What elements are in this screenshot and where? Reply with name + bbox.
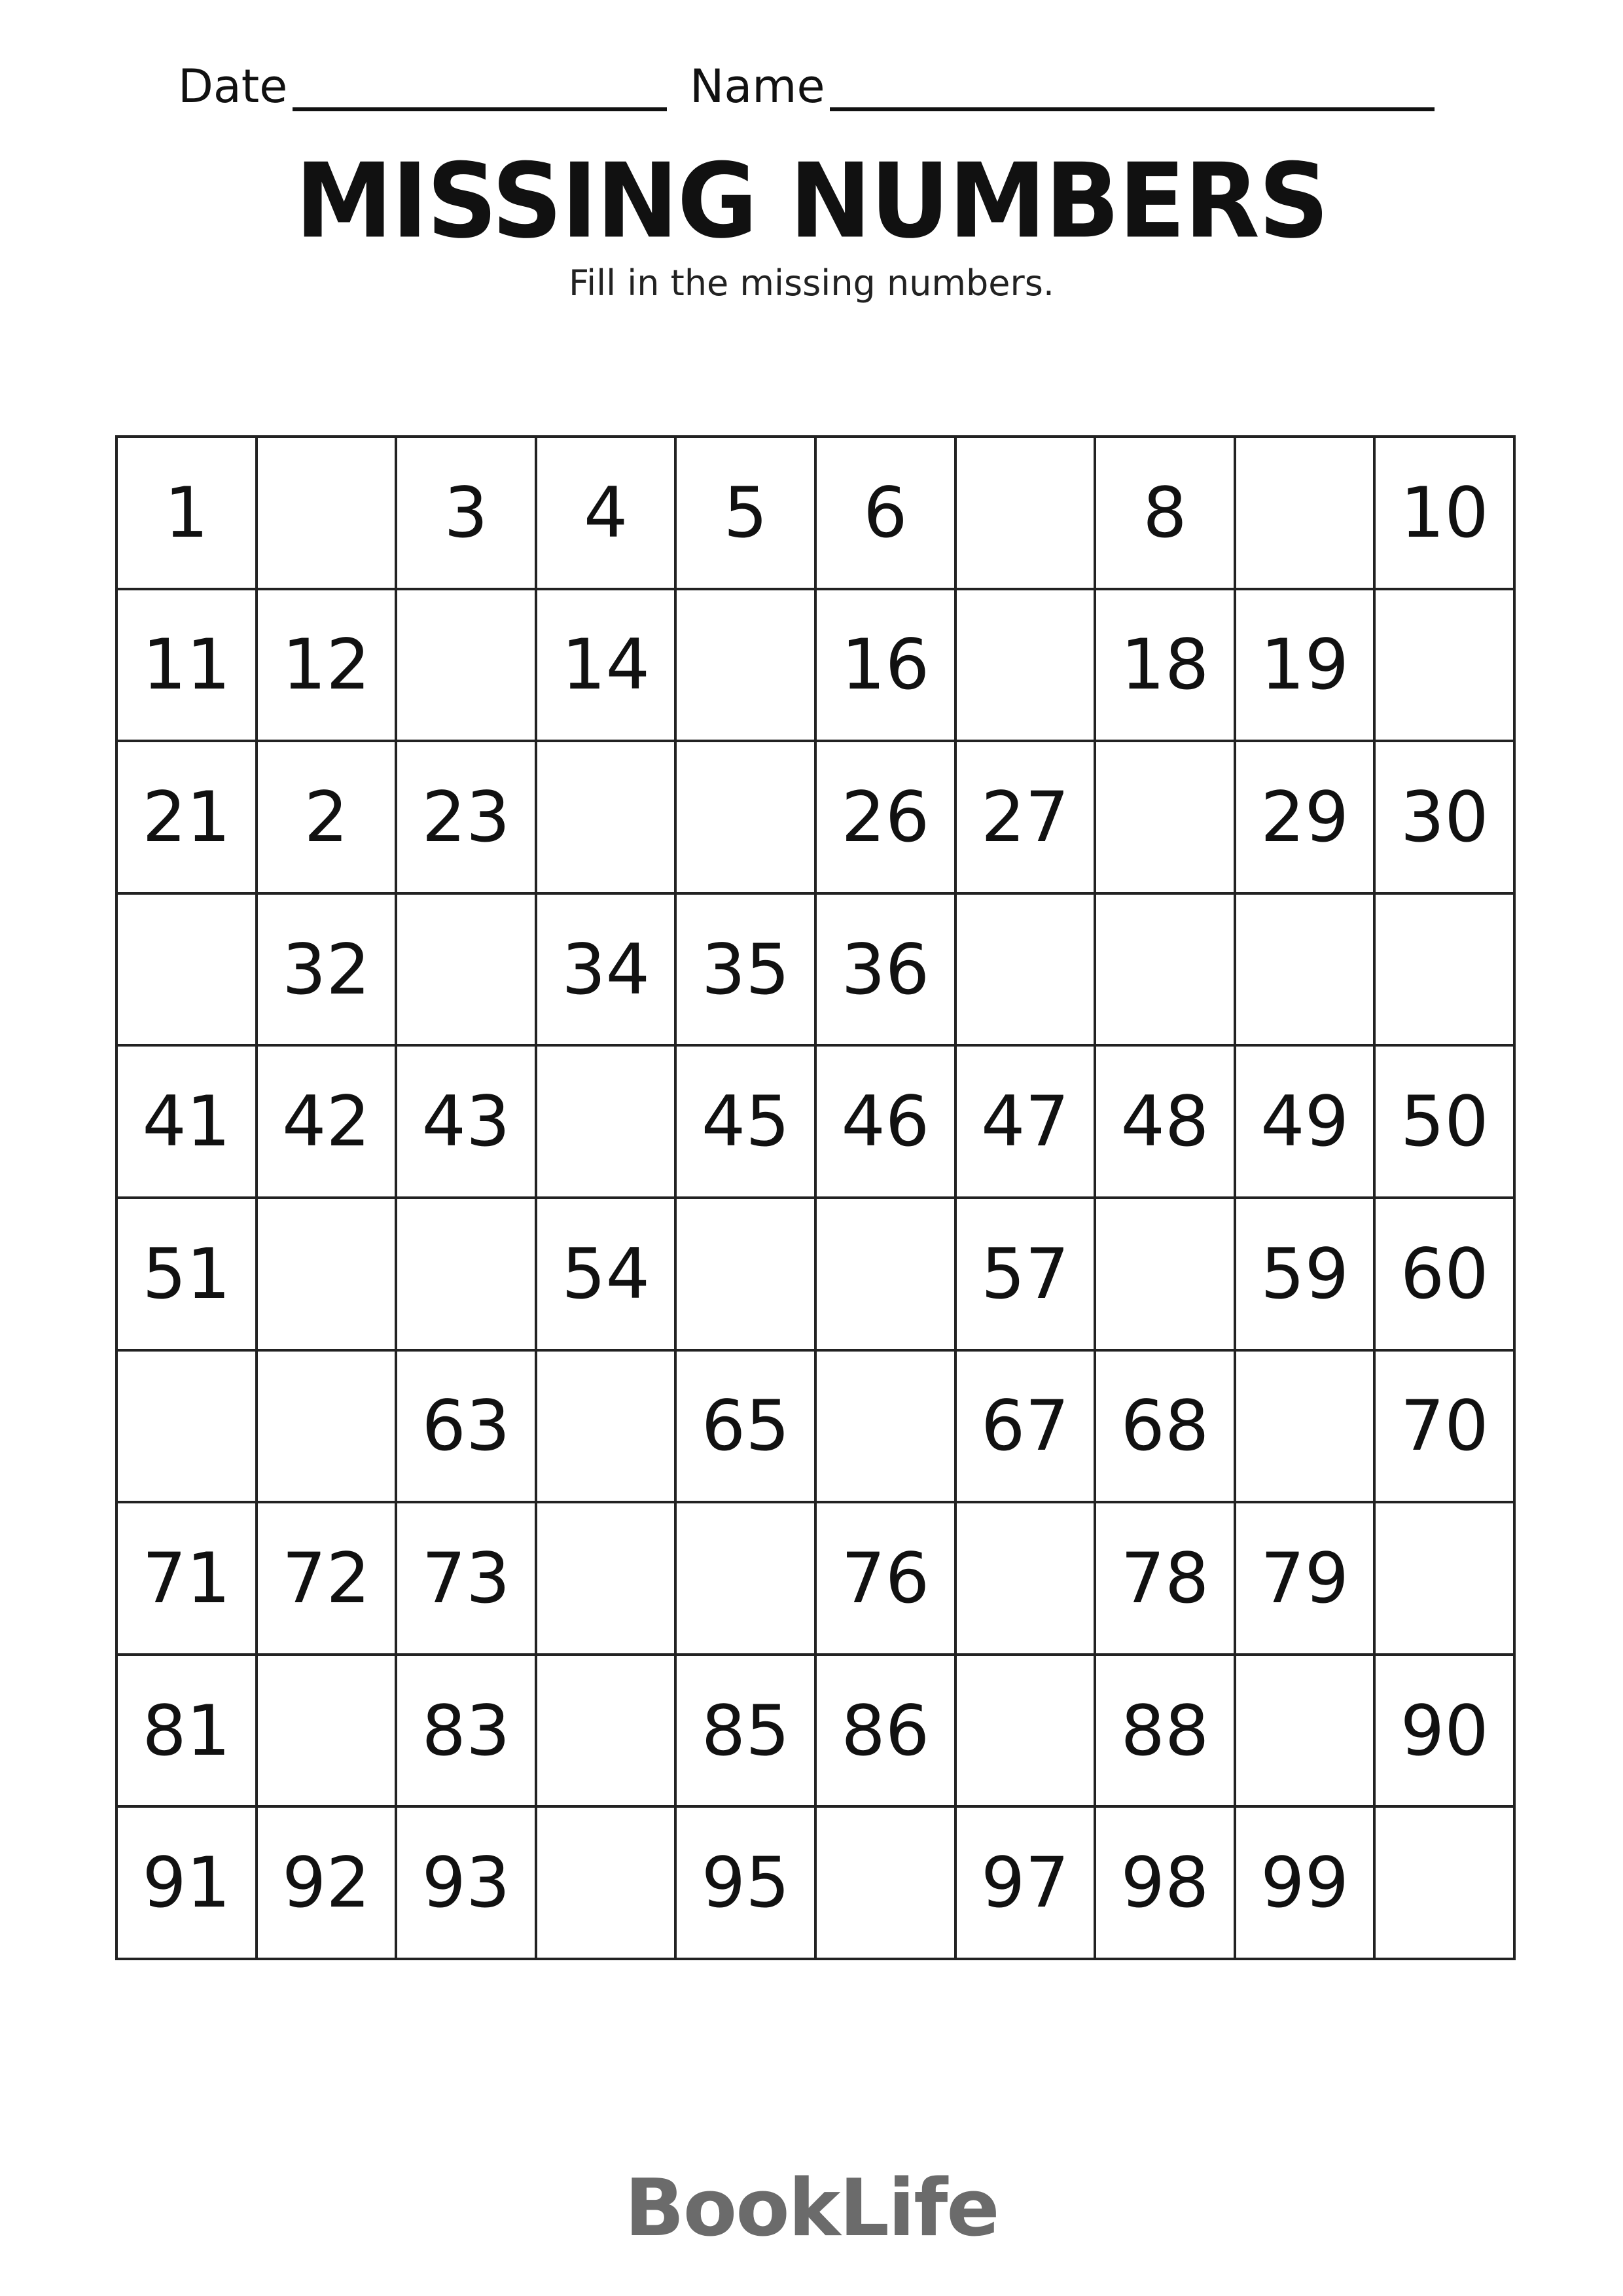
page-title: MISSING NUMBERS	[294, 141, 1329, 262]
empty-grid-cell[interactable]	[118, 895, 258, 1047]
grid-cell: 67	[957, 1352, 1097, 1504]
empty-grid-cell[interactable]	[397, 1199, 537, 1352]
grid-cell: 54	[537, 1199, 677, 1352]
empty-grid-cell[interactable]	[1376, 590, 1516, 743]
empty-grid-cell[interactable]	[537, 1503, 677, 1656]
grid-cell: 98	[1096, 1808, 1236, 1960]
grid-cell: 19	[1236, 590, 1376, 743]
grid-cell: 71	[118, 1503, 258, 1656]
grid-cell: 8	[1096, 438, 1236, 590]
name-field-line[interactable]	[830, 107, 1435, 111]
grid-cell: 47	[957, 1047, 1097, 1199]
empty-grid-cell[interactable]	[957, 895, 1097, 1047]
grid-cell: 16	[817, 590, 957, 743]
grid-cell: 4	[537, 438, 677, 590]
grid-cell: 10	[1376, 438, 1516, 590]
grid-cell: 99	[1236, 1808, 1376, 1960]
grid-cell: 27	[957, 742, 1097, 895]
grid-cell: 51	[118, 1199, 258, 1352]
grid-cell: 23	[397, 742, 537, 895]
empty-grid-cell[interactable]	[957, 1503, 1097, 1656]
date-field-line[interactable]	[293, 107, 667, 111]
header-fields	[178, 54, 1435, 119]
grid-cell: 70	[1376, 1352, 1516, 1504]
grid-cell: 85	[677, 1656, 817, 1808]
empty-grid-cell[interactable]	[397, 590, 537, 743]
empty-grid-cell[interactable]	[1096, 742, 1236, 895]
grid-cell: 57	[957, 1199, 1097, 1352]
empty-grid-cell[interactable]	[537, 742, 677, 895]
grid-cell: 45	[677, 1047, 817, 1199]
empty-grid-cell[interactable]	[817, 1352, 957, 1504]
empty-grid-cell[interactable]	[1376, 1808, 1516, 1960]
grid-cell: 68	[1096, 1352, 1236, 1504]
empty-grid-cell[interactable]	[258, 438, 398, 590]
hundred-chart-grid	[115, 435, 1516, 1960]
grid-cell: 73	[397, 1503, 537, 1656]
empty-grid-cell[interactable]	[118, 1352, 258, 1504]
grid-cell: 32	[258, 895, 398, 1047]
empty-grid-cell[interactable]	[537, 1656, 677, 1808]
grid-cell: 90	[1376, 1656, 1516, 1808]
empty-grid-cell[interactable]	[258, 1656, 398, 1808]
empty-grid-cell[interactable]	[817, 1199, 957, 1352]
grid-cell: 63	[397, 1352, 537, 1504]
empty-grid-cell[interactable]	[1376, 895, 1516, 1047]
empty-grid-cell[interactable]	[817, 1808, 957, 1960]
empty-grid-cell[interactable]	[1236, 438, 1376, 590]
name-label: Name	[690, 60, 825, 113]
empty-grid-cell[interactable]	[1236, 895, 1376, 1047]
grid-cell: 6	[817, 438, 957, 590]
grid-cell: 26	[817, 742, 957, 895]
empty-grid-cell[interactable]	[677, 590, 817, 743]
grid-cell: 35	[677, 895, 817, 1047]
grid-cell: 14	[537, 590, 677, 743]
grid-cell: 72	[258, 1503, 398, 1656]
grid-cell: 29	[1236, 742, 1376, 895]
grid-cell: 5	[677, 438, 817, 590]
grid-cell: 88	[1096, 1656, 1236, 1808]
empty-grid-cell[interactable]	[1096, 895, 1236, 1047]
grid-cell: 83	[397, 1656, 537, 1808]
empty-grid-cell[interactable]	[677, 742, 817, 895]
empty-grid-cell[interactable]	[537, 1047, 677, 1199]
grid-cell: 34	[537, 895, 677, 1047]
empty-grid-cell[interactable]	[397, 895, 537, 1047]
grid-cell: 41	[118, 1047, 258, 1199]
grid-cell: 50	[1376, 1047, 1516, 1199]
grid-cell: 2	[258, 742, 398, 895]
empty-grid-cell[interactable]	[957, 438, 1097, 590]
grid-cell: 78	[1096, 1503, 1236, 1656]
grid-cell: 49	[1236, 1047, 1376, 1199]
grid-cell: 18	[1096, 590, 1236, 743]
date-label: Date	[178, 60, 288, 113]
grid-cell: 3	[397, 438, 537, 590]
grid-cell: 95	[677, 1808, 817, 1960]
empty-grid-cell[interactable]	[1236, 1352, 1376, 1504]
grid-cell: 81	[118, 1656, 258, 1808]
grid-cell: 60	[1376, 1199, 1516, 1352]
grid-cell: 86	[817, 1656, 957, 1808]
grid-cell: 59	[1236, 1199, 1376, 1352]
empty-grid-cell[interactable]	[957, 590, 1097, 743]
grid-cell: 79	[1236, 1503, 1376, 1656]
grid-cell: 21	[118, 742, 258, 895]
grid-cell: 91	[118, 1808, 258, 1960]
grid-cell: 92	[258, 1808, 398, 1960]
grid-cell: 11	[118, 590, 258, 743]
grid-cell: 36	[817, 895, 957, 1047]
empty-grid-cell[interactable]	[1236, 1656, 1376, 1808]
empty-grid-cell[interactable]	[1096, 1199, 1236, 1352]
empty-grid-cell[interactable]	[957, 1656, 1097, 1808]
empty-grid-cell[interactable]	[1376, 1503, 1516, 1656]
grid-cell: 48	[1096, 1047, 1236, 1199]
grid-cell: 46	[817, 1047, 957, 1199]
booklife-logo: BookLife	[624, 2163, 999, 2254]
empty-grid-cell[interactable]	[537, 1352, 677, 1504]
grid-cell: 1	[118, 438, 258, 590]
empty-grid-cell[interactable]	[258, 1352, 398, 1504]
grid-cell: 65	[677, 1352, 817, 1504]
empty-grid-cell[interactable]	[677, 1503, 817, 1656]
grid-cell: 42	[258, 1047, 398, 1199]
grid-cell: 93	[397, 1808, 537, 1960]
empty-grid-cell[interactable]	[258, 1199, 398, 1352]
empty-grid-cell[interactable]	[677, 1199, 817, 1352]
empty-grid-cell[interactable]	[537, 1808, 677, 1960]
grid-cell: 30	[1376, 742, 1516, 895]
grid-cell: 12	[258, 590, 398, 743]
instructions: Fill in the missing numbers.	[568, 262, 1055, 304]
grid-cell: 76	[817, 1503, 957, 1656]
grid-cell: 97	[957, 1808, 1097, 1960]
grid-cell: 43	[397, 1047, 537, 1199]
